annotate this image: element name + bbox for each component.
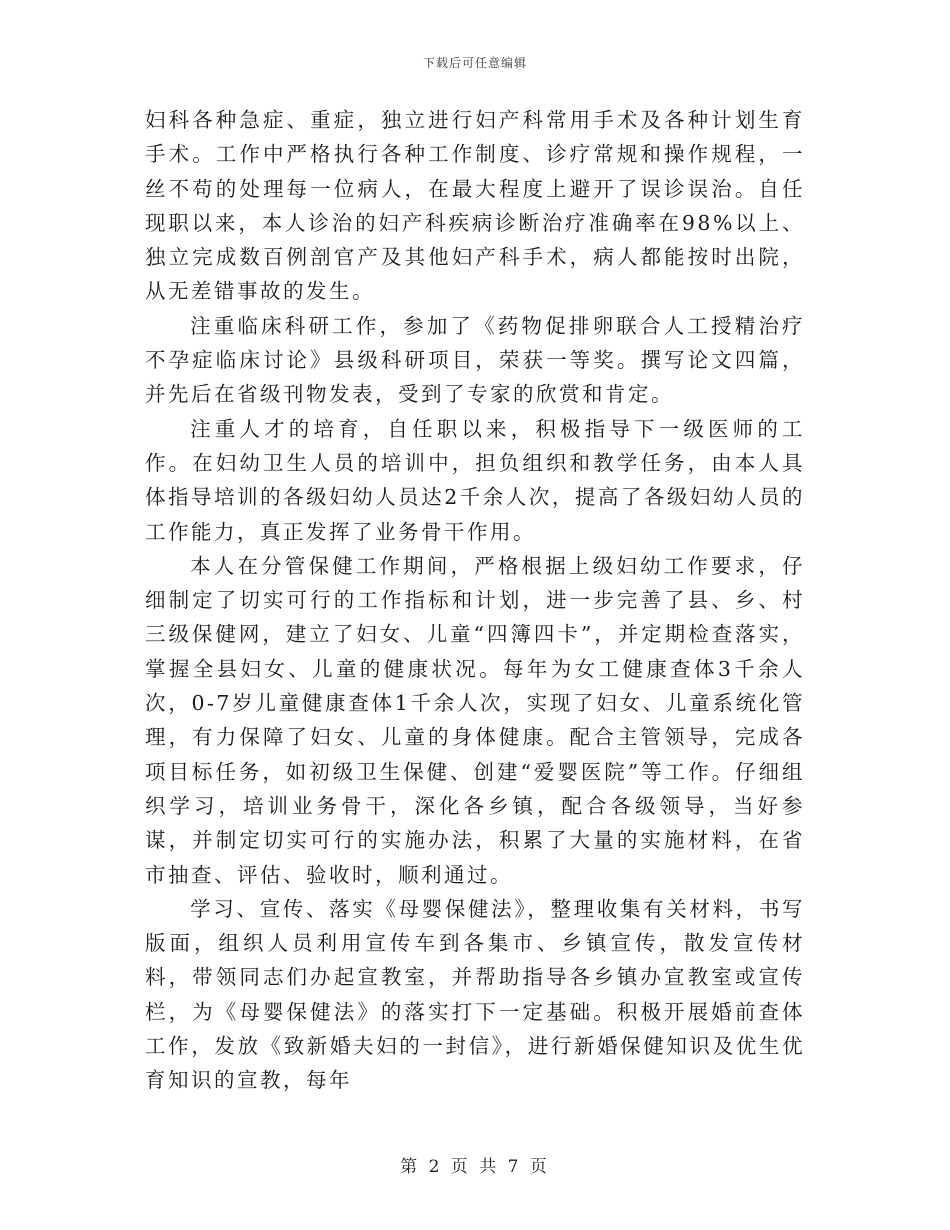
paragraph-2: 注重临床科研工作，参加了《药物促排卵联合人工授精治疗不孕症临床讨论》县级科研项目，荣获一等奖。撰写论文四篇，并先后在省级刊物发表，受到了专家的欣赏和肯定。 xyxy=(145,313,805,407)
paragraph-3: 注重人才的培育，自任职以来，积极指导下一级医师的工作。在妇幼卫生人员的培训中，担负组织和教学任务，由本人具体指导培训的各级妇幼人员达2千余人次，提高了各级妇幼人员的工作能力，真正发挥了业务骨干作用。 xyxy=(145,416,805,544)
document-body xyxy=(145,103,805,1098)
page-number: 第 2 页 共 7 页 xyxy=(400,1157,550,1177)
paragraph-4: 本人在分管保健工作期间，严格根据上级妇幼工作要求，仔细制定了切实可行的工作指标和计划，进一步完善了县、乡、村三级保健网，建立了妇女、儿童“四簿四卡”，并定期检查落实，掌握全县妇女、儿童的健康状况。每年为女工健康查体3千余人次，0-7岁儿童健康查体1千余人次，实现了妇女、儿童系统化管理，有力保障了妇女、儿童的身体健康。配合主管领导，完成各项目标任务，如初级卫生保健、创建“爱婴医院”等工作。仔细组织学习，培训业务骨干，深化各乡镇，配合各级领导，当好参谋，并制定切实可行的实施办法，积累了大量的实施材料，在省市抽查、评估、验收时，顺利通过。 xyxy=(145,553,805,887)
paragraph-1: 妇科各种急症、重症，独立进行妇产科常用手术及各种计划生育手术。工作中严格执行各种工作制度、诊疗常规和操作规程，一丝不苟的处理每一位病人，在最大程度上避开了误诊误治。自任现职以来，本人诊治的妇产科疾病诊断治疗准确率在98%以上、独立完成数百例剖官产及其他妇产科手术，病人都能按时出院，从无差错事故的发生。 xyxy=(145,108,805,304)
page-header: 下载后可任意编辑 xyxy=(422,56,527,70)
paragraph-5: 学习、宣传、落实《母婴保健法》，整理收集有关材料，书写版面，组织人员利用宣传车到各集市、乡镇宣传，散发宣传材料，带领同志们办起宣教室，并帮助指导各乡镇办宣教室或宣传栏，为《母婴保健法》的落实打下一定基础。积极开展婚前查体工作，发放《致新婚夫妇的一封信》，进行新婚保健知识及优生优育知识的宣教，每年 xyxy=(145,896,805,1093)
